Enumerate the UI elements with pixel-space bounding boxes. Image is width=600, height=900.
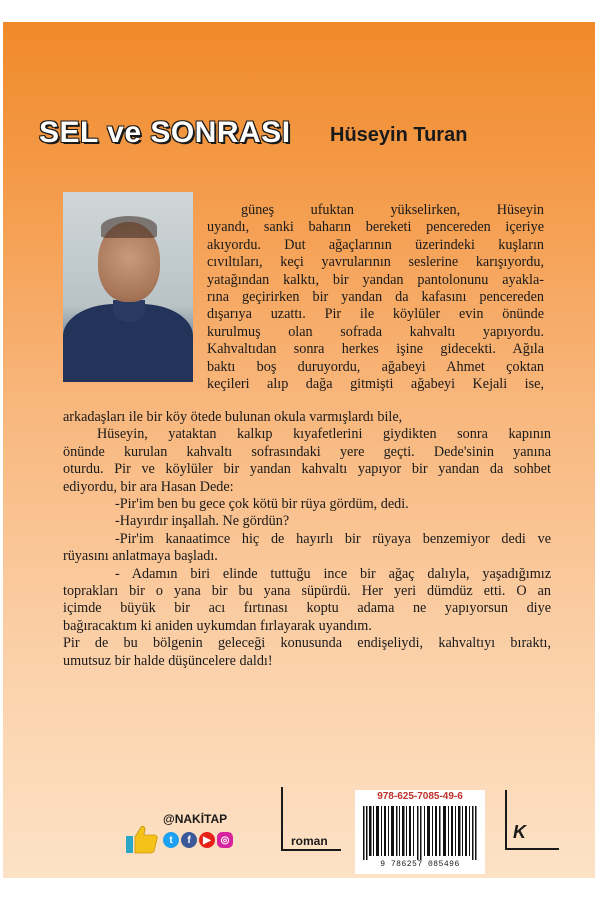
dialogue-line: rüyasını anlatmaya başladı.: [63, 548, 218, 565]
text-line: akıyordu. Dut ağaçlarının üzerindeki kuşların: [207, 236, 544, 253]
text-line: dışarıya uzattı. Pir ile köylüler evin önünde: [207, 306, 544, 323]
text-line: kurulmuş olan sofrada kahvaltı yapıyordu.: [207, 323, 544, 340]
book-back-cover: [3, 22, 595, 878]
text-line: oturdu. Pir ve köylüler bir yandan kahvaltı yapıyor bir yandan da sohbet: [63, 461, 551, 478]
genre-label: roman: [291, 834, 328, 848]
photo-hair: [101, 216, 157, 238]
text-line: ediyordu, bir ara Hasan Dede:: [63, 478, 234, 495]
text-line: keçileri alıp dağa gitmişti ağabeyi Kejali ise,: [207, 376, 544, 393]
text-line: - Adamın biri elinde tuttuğu ince bir ağaç dalıyla, yaşadığımız: [115, 565, 551, 582]
text-line: Kahvaltıdan sonra herkes işine gidecekti. Ağıla: [207, 341, 544, 358]
text-line: baktı boş duruyordu, ağabeyi Ahmet çoktan: [207, 358, 544, 375]
book-title: SEL ve SONRASI: [39, 116, 291, 149]
text-line: arkadaşları ile bir köy ötede bulunan okula varmışlardı bile,: [63, 409, 403, 425]
text-line: Hüseyin, yataktan kalkıp kıyafetlerini giydikten sonra kapının: [97, 426, 551, 443]
isbn-number: 978-625-7085-49-6: [377, 791, 463, 802]
facebook-icon[interactable]: f: [181, 832, 197, 848]
social-media-block: [123, 812, 253, 862]
dialogue-line: -Pir'im kanaatimce hiç de hayırlı bir rüyaya benzemiyor dedi ve: [115, 530, 551, 547]
author-name: Hüseyin Turan: [330, 124, 468, 146]
text-line: önünde kurulan kahvaltı sofrasındaki yere geçti. Dede'sinin yanına: [63, 443, 551, 460]
text-line: uyandı, sanki baharın bereketi pencereden içeriye: [207, 219, 544, 236]
author-photo: [63, 192, 193, 382]
text-line: bağıracaktım ki aniden uykumdan fırlayarak uyandım.: [63, 617, 372, 634]
isbn-barcode: [355, 790, 485, 874]
instagram-icon[interactable]: ◎: [217, 832, 233, 848]
dialogue-line: -Pir'im ben bu gece çok kötü bir rüya gördüm, dedi.: [115, 496, 409, 513]
twitter-icon[interactable]: t: [163, 832, 179, 848]
barcode-bars: [361, 806, 479, 860]
text-line: yatağından kalktı, bir yandan pantolonunu ayakla-: [207, 271, 544, 288]
youtube-icon[interactable]: ▶: [199, 832, 215, 848]
isbn-digits: 9 786257 085496: [380, 860, 460, 869]
social-icons: [163, 832, 233, 848]
thumbs-up-icon: [125, 824, 159, 854]
text-line: cıvıltıları, keçi yavrularının seslerine karışıyordu,: [207, 254, 544, 271]
blurb-body: [63, 409, 551, 670]
blurb-intro: [207, 202, 544, 393]
text-line: Pir de bu bölgenin geleceği konusunda endişeliydi, kahvaltıyı bıraktı,: [63, 635, 551, 652]
text-line: içimde büyük bir acı fırtınası koptu adama ne yapıyorsun diye: [63, 600, 551, 617]
social-handle: @NAKİTAP: [163, 812, 228, 826]
photo-collar: [113, 300, 145, 322]
text-line: toprakları bir o yana bir bu yana süpürdü. Her yeri dümdüz etti. O an: [63, 583, 551, 600]
publisher-logo: K: [513, 822, 526, 842]
text-line: güneş ufuktan yükselirken, Hüseyin: [241, 202, 544, 218]
dialogue-line: -Hayırdır inşallah. Ne gördün?: [115, 513, 290, 530]
text-line: rına geçirirken bir yandan da kafasını pencereden: [207, 289, 544, 306]
text-line: umutsuz bir halde düşüncelere daldı!: [63, 652, 273, 669]
